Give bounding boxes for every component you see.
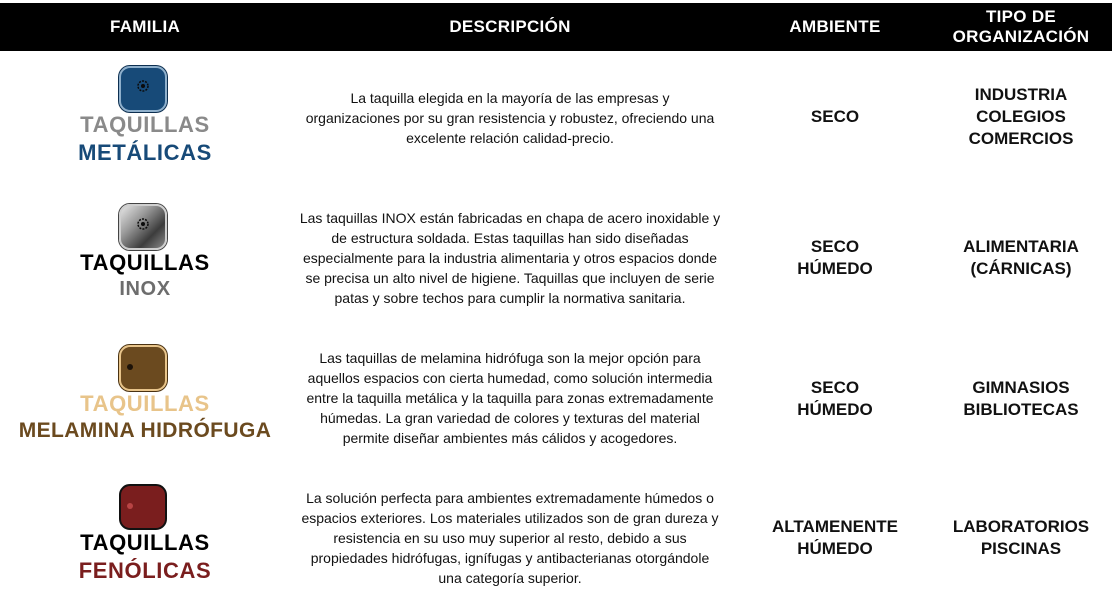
organizacion-line: BIBLIOTECAS [963, 400, 1079, 419]
description-line: aquellos espacios con cierta humedad, como solución intermedia [307, 370, 713, 386]
description-line: Las taquillas de melamina hidrófuga son la mejor opción para [319, 350, 701, 366]
family-name-line1: TAQUILLAS [80, 391, 210, 416]
family-name-line2: INOX [119, 278, 171, 300]
ambiente-line: HÚMEDO [797, 539, 873, 558]
family-cell [0, 196, 290, 336]
organizacion-line: LABORATORIOS [952, 517, 1090, 536]
organizacion-cell [930, 236, 1112, 280]
description-line: entre la taquilla metálica y la taquilla para zonas extremadamente [306, 390, 714, 406]
description-line: especialmente para la industria alimentaria y otros espacios donde [302, 250, 717, 266]
family-cell [0, 337, 290, 477]
ambiente-line: SECO [810, 237, 860, 256]
header-tipo-line1: TIPO DE [985, 7, 1057, 26]
description-line: de estructura soldada. Estas taquillas han sido diseñadas [331, 230, 689, 246]
ambiente-line: ALTAMENENTE [772, 517, 898, 536]
family-name-line1: TAQUILLAS [80, 250, 210, 275]
header-ambiente: AMBIENTE [789, 17, 881, 36]
description-line: organizaciones por su gran resistencia y robustez, ofreciendo una [305, 110, 715, 126]
ambiente-cell [740, 236, 930, 280]
header-descripcion: DESCRIPCIÓN [449, 17, 571, 36]
fenolica-locker-icon [119, 484, 167, 530]
description-line: La taquilla elegida en la mayoría de las empresas y [350, 90, 670, 106]
table-header [0, 3, 1112, 51]
family-name-line2: FENÓLICAS [78, 558, 212, 583]
organizacion-cell [930, 84, 1112, 150]
header-tipo-line2: ORGANIZACIÓN [952, 27, 1090, 46]
organizacion-line: ALIMENTARIA [963, 237, 1079, 256]
description-line: se precisa un alto nivel de higiene. Taquillas que incluyen de serie [305, 270, 715, 286]
lock-icon [121, 206, 165, 248]
organizacion-line: (CÁRNICAS) [970, 259, 1072, 278]
description-line: propiedades hidrófugas, ignífugas y antibacterianas otorgándole [310, 550, 710, 566]
description-line: una categoría superior. [438, 570, 582, 586]
family-name-line1: TAQUILLAS [80, 112, 210, 137]
description-line: excelente relación calidad-precio. [406, 130, 614, 146]
description-line: húmedas. La gran variedad de colores y texturas del material [320, 410, 700, 426]
ambiente-cell [740, 516, 930, 560]
header-tipo-organizacion [930, 3, 1112, 51]
family-name-line1: TAQUILLAS [80, 530, 210, 555]
keyhole-icon [127, 364, 133, 370]
melamina-locker-icon [119, 345, 167, 391]
table-row [0, 476, 1112, 606]
family-cell [0, 58, 290, 198]
ambiente-line: SECO [810, 107, 860, 126]
description-line: permite diseñar ambientes más cálidos y acogedores. [342, 430, 678, 446]
table-row [0, 196, 1112, 336]
organizacion-line: COLEGIOS [976, 107, 1066, 126]
table-row [0, 58, 1112, 198]
description-line: resistencia en su uso muy superior al resto, debido a sus [333, 530, 687, 546]
description-line: patas y sobre techos para cumplir la normativa sanitaria. [334, 290, 686, 306]
description-line: Las taquillas INOX están fabricadas en chapa de acero inoxidable y [299, 210, 721, 226]
organizacion-line: COMERCIOS [968, 129, 1074, 148]
organizacion-line: GIMNASIOS [972, 378, 1070, 397]
family-cell [0, 476, 290, 616]
family-name-line2: METÁLICAS [78, 140, 212, 165]
organizacion-line: PISCINAS [980, 539, 1062, 558]
description-line: La solución perfecta para ambientes extremadamente húmedos o [306, 490, 714, 506]
description-cell [290, 88, 730, 148]
description-line: espacios exteriores. Los materiales utilizados son de gran dureza y [301, 510, 719, 526]
metal-locker-icon [119, 66, 167, 112]
ambiente-line: HÚMEDO [797, 259, 873, 278]
organizacion-cell [930, 377, 1112, 421]
organizacion-line: INDUSTRIA [974, 85, 1068, 104]
description-cell [290, 348, 730, 448]
ambiente-cell [740, 106, 930, 128]
family-name-line2: MELAMINA HIDRÓFUGA [18, 419, 272, 442]
header-familia: FAMILIA [109, 17, 181, 36]
description-cell [290, 208, 730, 308]
ambiente-line: HÚMEDO [797, 400, 873, 419]
ambiente-line: SECO [810, 378, 860, 397]
keyhole-icon [127, 503, 133, 509]
lock-icon [121, 68, 165, 110]
description-cell [290, 488, 730, 588]
ambiente-cell [740, 377, 930, 421]
table-row [0, 337, 1112, 477]
inox-locker-icon [119, 204, 167, 250]
organizacion-cell [930, 516, 1112, 560]
